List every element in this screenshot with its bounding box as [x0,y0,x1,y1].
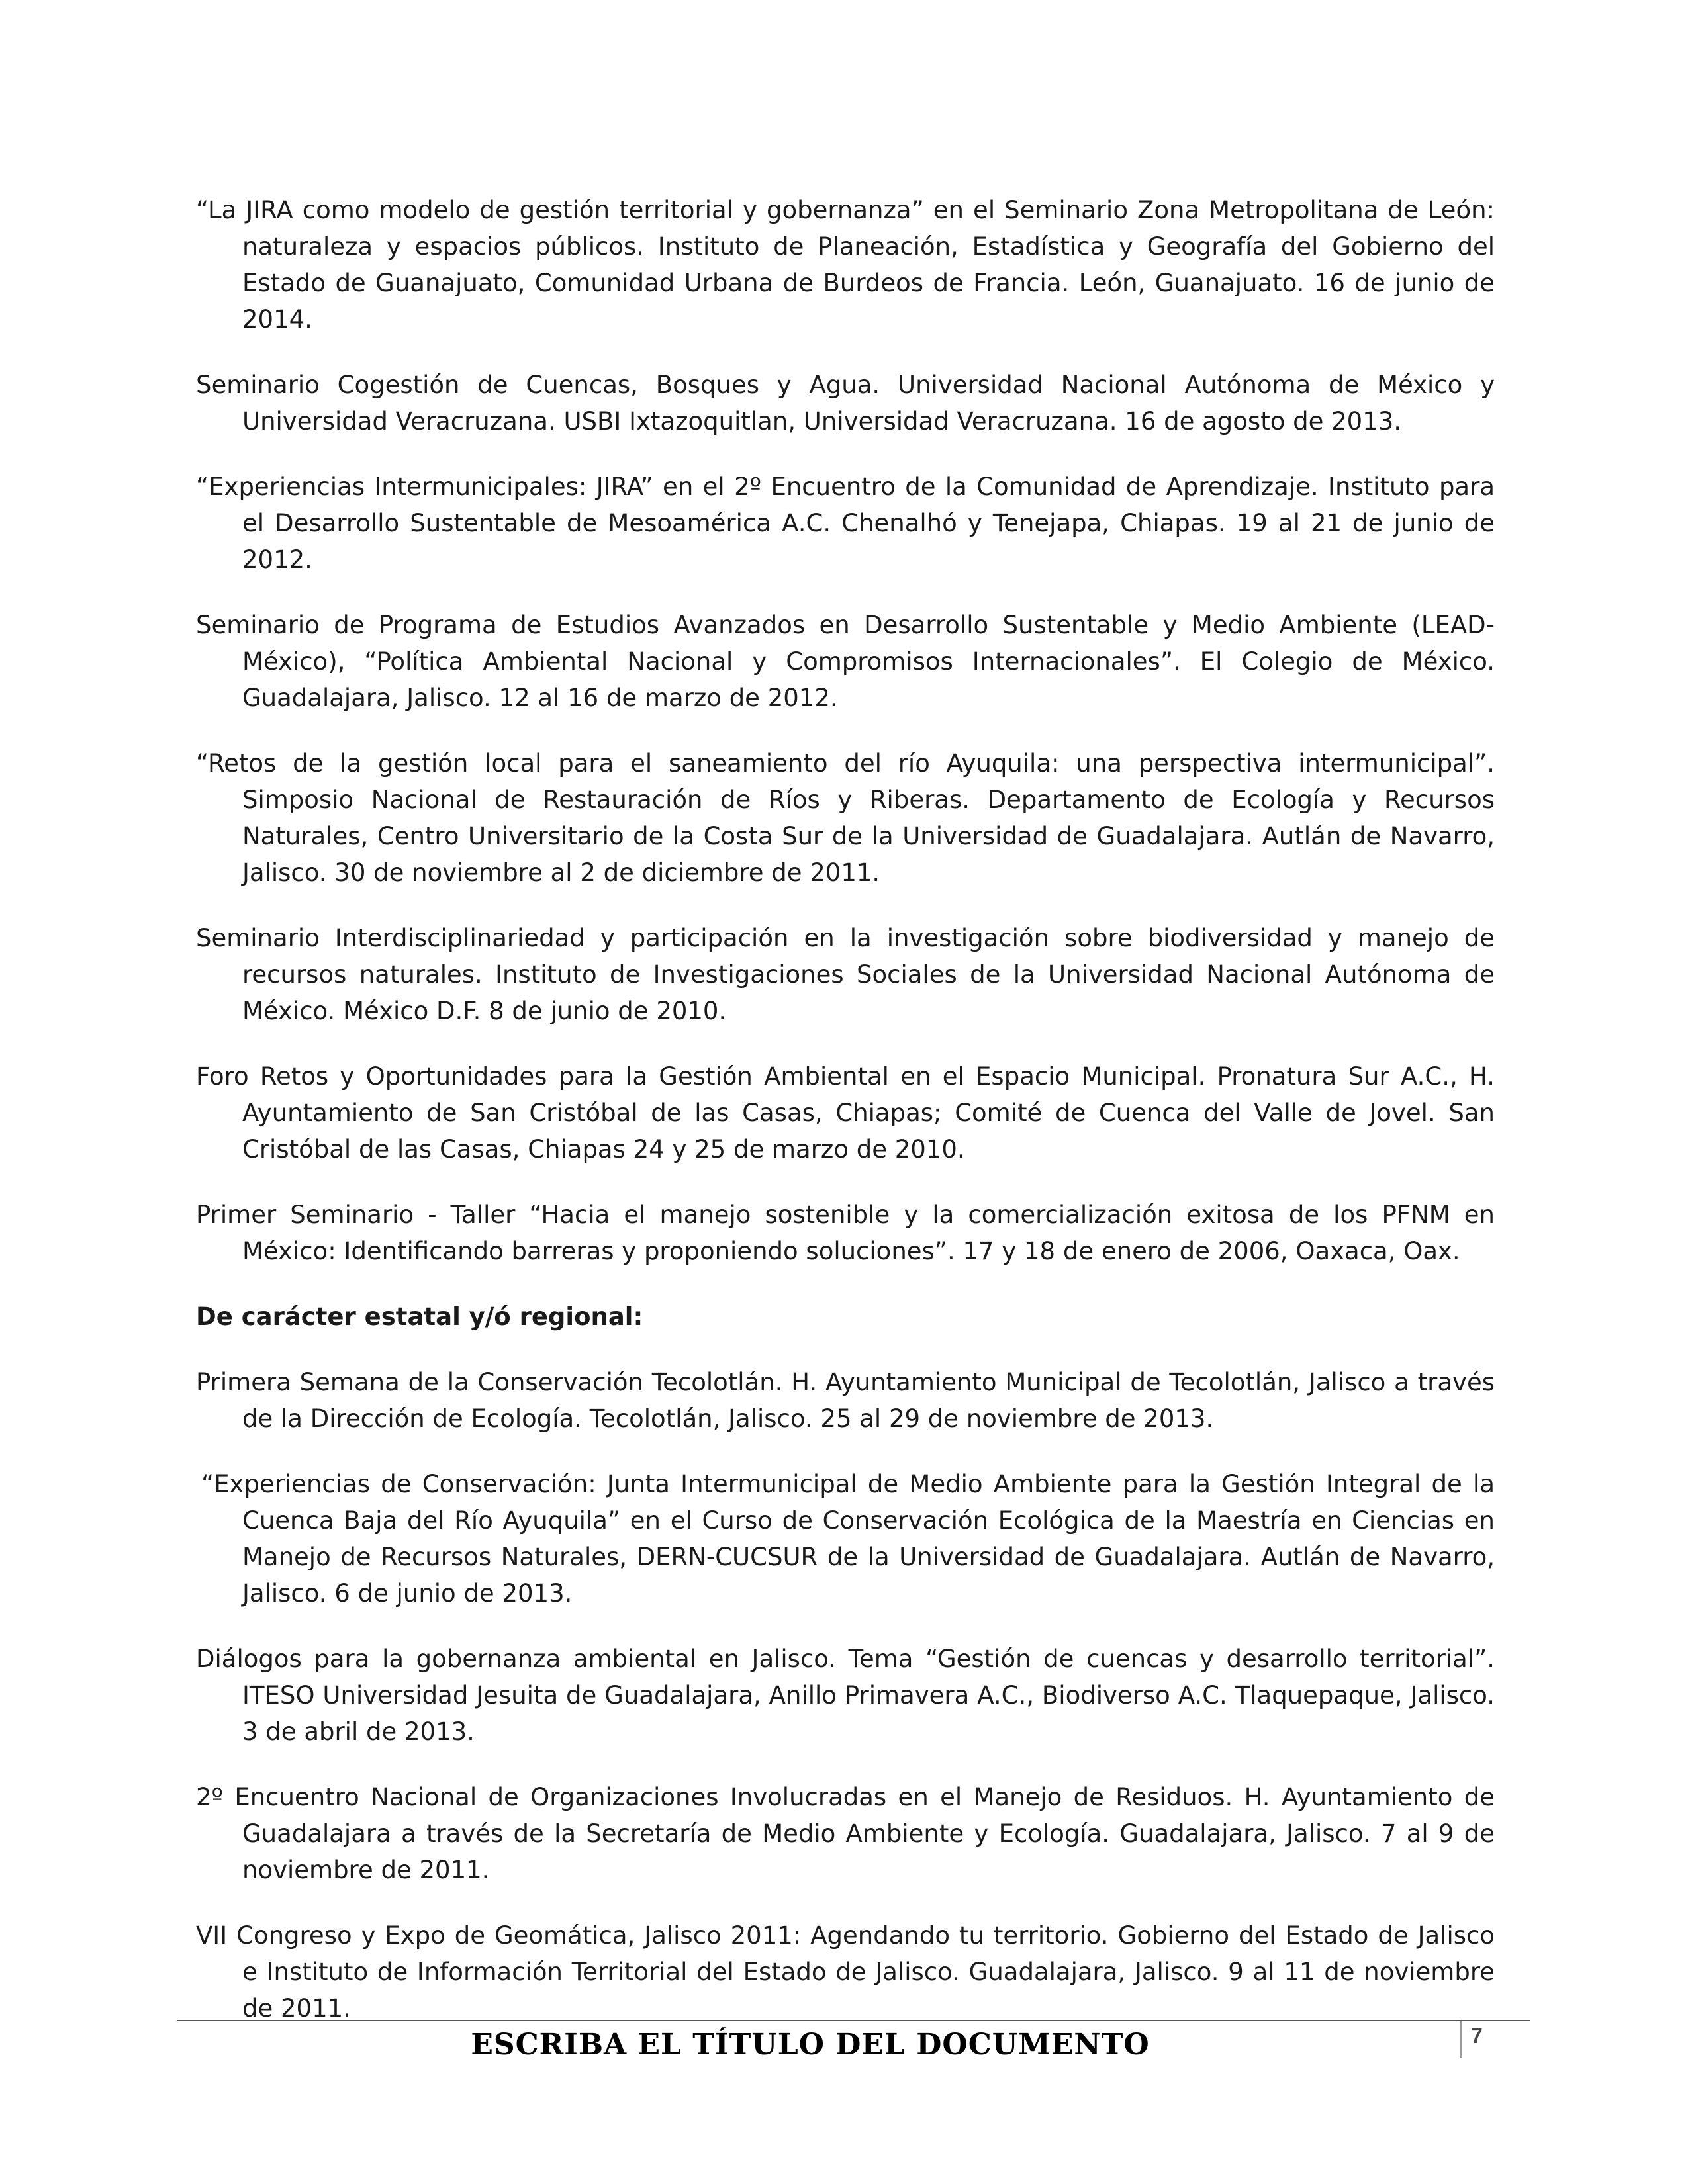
footer-title: ESCRIBA EL TÍTULO DEL DOCUMENTO [471,2028,1150,2062]
list-item: Primera Semana de la Conservación Tecolotlán. H. Ayuntamiento Municipal de Tecolotlán, Jalisco a través de la Dirección de Ecología. Tecolotlán, Jalisco. 25 al 29 de noviembre de 2013. [196,1368,1495,1433]
list-item: Foro Retos y Oportunidades para la Gestión Ambiental en el Espacio Municipal. Pronatura Sur A.C., H. Ayuntamiento de San Cristóbal de las Casas, Chiapas; Comité de Cuenca del Valle de Jovel. San Cristóbal de las Casas, Chiapas 24 y 25 de marzo de 2010. [196,1062,1495,1163]
list-item: “Retos de la gestión local para el saneamiento del río Ayuquila: una perspectiva intermunicipal”. Simposio Nacional de Restauración de Ríos y Riberas. Departamento de Ecología y Recursos Naturales, Centro Universitario de la Costa Sur de la Universidad de Guadalajara. Autlán de Navarro, Jalisco. 30 de noviembre al 2 de diciembre de 2011. [196,749,1495,887]
page-body [196,192,1495,2056]
section-heading: De carácter estatal y/ó regional: [196,1302,643,1331]
list-item: Primer Seminario - Taller “Hacia el manejo sostenible y la comercialización exitosa de los PFNM en México: Identificando barreras y proponiendo soluciones”. 17 y 18 de enero de 2006, Oaxaca, Oax. [196,1201,1495,1265]
footer-divider [1460,2021,1462,2058]
list-item: Diálogos para la gobernanza ambiental en Jalisco. Tema “Gestión de cuencas y desarrollo territorial”. ITESO Universidad Jesuita de Guadalajara, Anillo Primavera A.C., Biodiverso A.C. Tlaquepaque, Jalisco. 3 de abril de 2013. [196,1645,1495,1746]
list-item: Seminario Cogestión de Cuencas, Bosques y Agua. Universidad Nacional Autónoma de México y Universidad Veracruzana. USBI Ixtazoquitlan, Universidad Veracruzana. 16 de agosto de 2013. [196,371,1495,435]
list-item: Seminario de Programa de Estudios Avanzados en Desarrollo Sustentable y Medio Ambiente (LEAD-México), “Política Ambiental Nacional y Compromisos Internacionales”. El Colegio de México. Guadalajara, Jalisco. 12 al 16 de marzo de 2012. [196,611,1495,712]
page-number: 7 [1471,2024,1483,2048]
list-item: Seminario Interdisciplinariedad y participación en la investigación sobre biodiversidad y manejo de recursos naturales. Instituto de Investigaciones Sociales de la Universidad Nacional Autónoma de México. México D.F. 8 de junio de 2010. [196,924,1495,1025]
footer-rule [177,2020,1530,2021]
list-item: VII Congreso y Expo de Geomática, Jalisco 2011: Agendando tu territorio. Gobierno del Estado de Jalisco e Instituto de Información Territorial del Estado de Jalisco. Guadalajara, Jalisco. 9 al 11 de noviembre de 2011. [196,1921,1495,2023]
list-item: “Experiencias de Conservación: Junta Intermunicipal de Medio Ambiente para la Gestión Integral de la Cuenca Baja del Río Ayuquila” en el Curso de Conservación Ecológica de la Maestría en Ciencias en Manejo de Recursos Naturales, DERN-CUCSUR de la Universidad de Guadalajara. Autlán de Navarro, Jalisco. 6 de junio de 2013. [201,1470,1495,1608]
list-item: “La JIRA como modelo de gestión territorial y gobernanza” en el Seminario Zona Metropolitana de León: naturaleza y espacios públicos. Instituto de Planeación, Estadística y Geografía del Gobierno del Estado de Guanajuato, Comunidad Urbana de Burdeos de Francia. León, Guanajuato. 16 de junio de 2014. [196,196,1495,334]
list-item: 2º Encuentro Nacional de Organizaciones Involucradas en el Manejo de Residuos. H. Ayuntamiento de Guadalajara a través de la Secretaría de Medio Ambiente y Ecología. Guadalajara, Jalisco. 7 al 9 de noviembre de 2011. [196,1783,1495,1884]
list-item: “Experiencias Intermunicipales: JIRA” en el 2º Encuentro de la Comunidad de Aprendizaje. Instituto para el Desarrollo Sustentable de Mesoamérica A.C. Chenalhó y Tenejapa, Chiapas. 19 al 21 de junio de 2012. [196,473,1495,574]
